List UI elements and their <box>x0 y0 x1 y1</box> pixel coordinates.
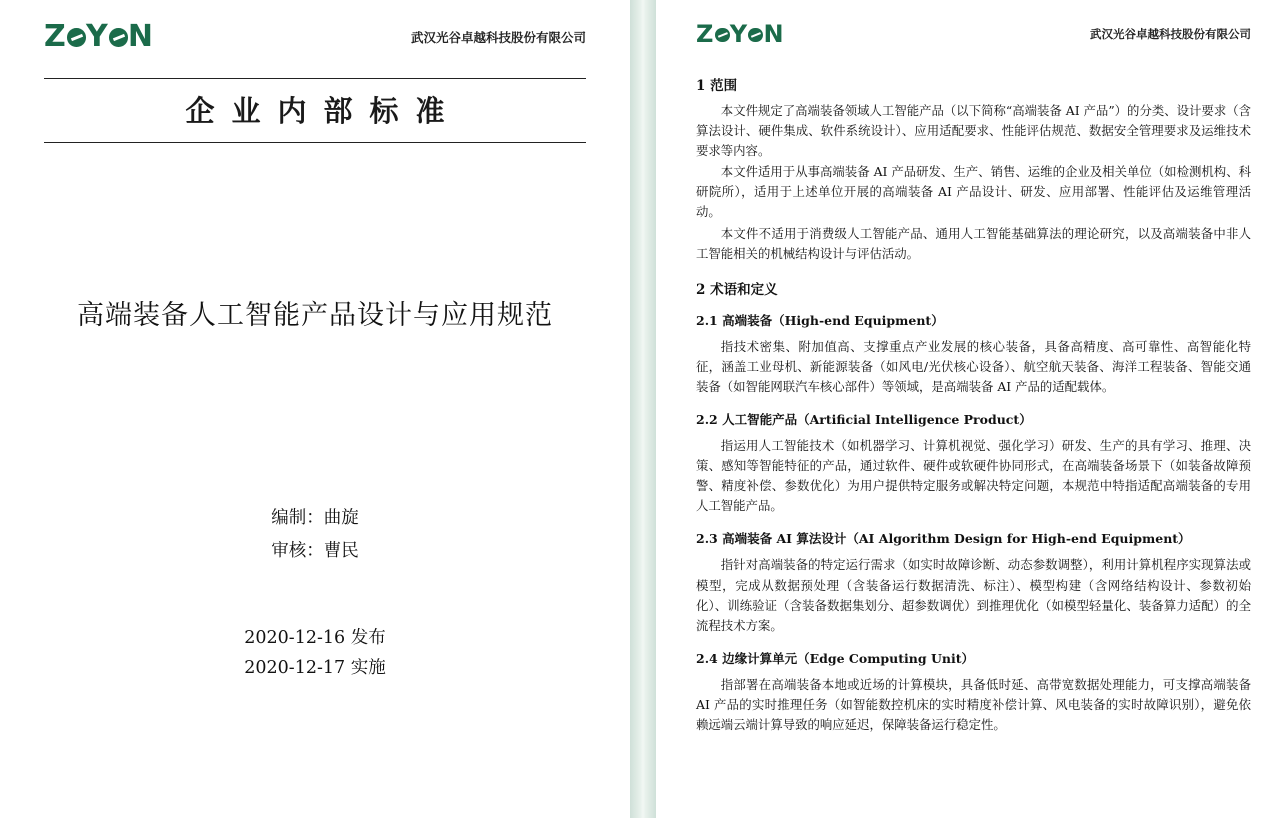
logo-letter-z: Z <box>44 19 67 54</box>
issue-date: 2020-12-16 发布 <box>244 627 386 648</box>
logo-letter-n-right: N <box>763 20 785 48</box>
author-line: 编制：曲旋 <box>271 508 359 528</box>
section-1-paragraph-3: 本文件不适用于消费级人工智能产品、通用人工智能基础算法的理论研究，以及高端装备中非人工智能相关的机械结构设计与评估活动。 <box>696 225 1251 261</box>
reviewer-line: 审核：曹民 <box>271 541 359 562</box>
section-2-3-heading: 2.3 高端装备 AI 算法设计（AI Algorithm Design for High-end Equipment） <box>696 531 1191 547</box>
section-2-4-paragraph: 指部署在高端装备本地或近场的计算模块，具备低时延、高带宽数据处理能力，可支撑高端装备 AI 产品的实时推理任务（如智能数控机床的实时精度补偿计算、风电装备的实时故障识别），避免依赖远端云端计算导致的响应延迟，保障装备运行稳定性。 <box>696 676 1251 732</box>
page-right-content <box>656 46 1285 735</box>
logo-globe-icon-2 <box>109 28 128 47</box>
zoyon-logo-right <box>696 22 785 46</box>
section-2-3-paragraph: 指针对高端装备的特定运行需求（如实时故障诊断、动态参数调整），利用计算机程序实现算法或模型，完成从数据预处理（含装备运行数据清洗、标注）、模型构建（含网络结构设计、参数初始化）、训练验证（含装备数据集划分、超参数调优）到推理优化（如模型轻量化、装备算力适配）的全流程技术方案。 <box>696 557 1251 633</box>
logo-letter-y-right: Y <box>729 20 749 48</box>
document-credits <box>0 502 630 569</box>
section-1-paragraph-2: 本文件适用于从事高端装备 AI 产品研发、生产、销售、运维的企业及相关单位（如检测机构、科研院所），适用于上述单位开展的高端装备 AI 产品设计、研发、应用部署、性能评估及运维管理活动。 <box>696 164 1251 220</box>
logo-letter-n: N <box>127 19 154 54</box>
effective-date: 2020-12-17 实施 <box>244 658 386 679</box>
section-2-2-heading: 2.2 人工智能产品（Artificial Intelligence Product） <box>696 412 1032 428</box>
company-name-right: 武汉光谷卓越科技股份有限公司 <box>1090 27 1251 41</box>
page-right-header <box>656 0 1285 46</box>
page-gutter <box>630 0 656 818</box>
section-2-1-heading: 2.1 高端装备（High-end Equipment） <box>696 312 944 328</box>
page-right <box>656 0 1285 818</box>
document-title: 高端装备人工智能产品设计与应用规范 <box>77 300 553 331</box>
logo-globe-icon <box>67 28 86 47</box>
document-dates <box>0 623 630 684</box>
logo-globe-icon-right <box>715 28 730 43</box>
section-1-heading: 1 范围 <box>696 78 738 94</box>
logo-letter-z-right: Z <box>696 20 715 48</box>
standard-banner <box>44 78 586 143</box>
zoyon-logo <box>44 19 154 54</box>
section-2-2-paragraph: 指运用人工智能技术（如机器学习、计算机视觉、强化学习）研发、生产的具有学习、推理、决策、感知等智能特征的产品，通过软件、硬件或软硬件协同形式，在高端装备场景下（如装备故障预警、精度补偿、参数优化）为用户提供特定服务或解决特定问题，本规范中特指适配高端装备的专用人工智能产品。 <box>696 438 1251 514</box>
page-left-header <box>0 0 630 52</box>
page-left <box>0 0 630 818</box>
section-1-paragraph-1: 本文件规定了高端装备领域人工智能产品（以下简称“高端装备 AI 产品”）的分类、设计要求（含算法设计、硬件集成、软件系统设计）、应用适配要求、性能评估规范、数据安全管理要求及运维技术要求等内容。 <box>696 103 1251 159</box>
company-name: 武汉光谷卓越科技股份有限公司 <box>410 30 586 45</box>
logo-globe-icon-right-2 <box>748 28 763 43</box>
section-2-1-paragraph: 指技术密集、附加值高、支撑重点产业发展的核心装备，具备高精度、高可靠性、高智能化特征，涵盖工业母机、新能源装备（如风电/光伏核心设备）、航空航天装备、海洋工程装备、智能交通装备（如智能网联汽车核心部件）等领域，是高端装备 AI 产品的适配载体。 <box>696 338 1251 394</box>
section-2-heading: 2 术语和定义 <box>696 281 778 298</box>
standard-banner-text: 企业内部标准 <box>185 94 462 128</box>
logo-letter-y: Y <box>85 19 109 54</box>
section-2-4-heading: 2.4 边缘计算单元（Edge Computing Unit） <box>696 650 974 666</box>
